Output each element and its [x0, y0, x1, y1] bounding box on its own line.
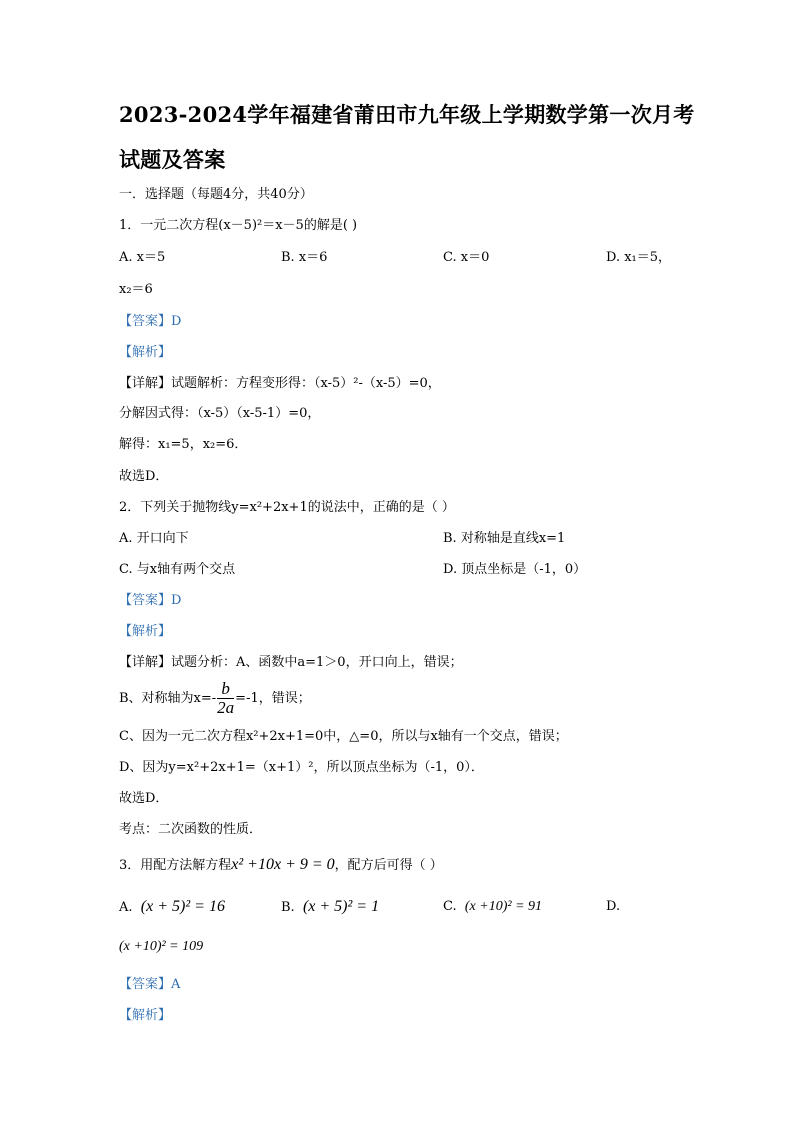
- q3-option-c: [443, 898, 542, 916]
- q2-detail-2-prefix: B、对称轴为x=-: [119, 691, 217, 706]
- q1-detail-2: 分解因式得：（x-5）（x-5-1）=0，: [119, 406, 321, 421]
- q3-option-b: [281, 898, 379, 917]
- q1-option-b: B. x＝6: [281, 250, 328, 265]
- q2-detail-5: 故选D．: [119, 791, 169, 806]
- q3-stem-prefix: 3．用配方法解方程: [119, 858, 232, 873]
- q1-detail-1: 【详解】试题解析：方程变形得：（x-5）²-（x-5）=0，: [119, 376, 441, 391]
- q2-option-b: B. 对称轴是直线x=1: [443, 531, 566, 546]
- q3-option-b-label: B.: [281, 900, 295, 915]
- fraction-numerator: b: [217, 680, 234, 699]
- q2-answer: 【答案】D: [119, 593, 182, 608]
- q1-answer: 【答案】D: [119, 314, 182, 329]
- q2-option-a: A. 开口向下: [119, 531, 189, 546]
- q3-option-d-formula: (x +10)² = 109: [119, 939, 204, 954]
- section-heading: 一．选择题（每题4分，共40分）: [119, 187, 313, 202]
- fraction-b-over-2a: [217, 680, 234, 717]
- q2-detail-2-suffix: =-1，错误；: [235, 691, 311, 706]
- q3-stem-suffix: ，配方后可得（ ）: [334, 858, 443, 873]
- q3-option-a: [119, 898, 225, 917]
- q3-answer: 【答案】A: [119, 977, 181, 992]
- q2-detail-6: 考点：二次函数的性质．: [119, 822, 263, 837]
- q3-option-a-label: A.: [119, 900, 133, 915]
- q1-detail-4: 故选D．: [119, 469, 169, 484]
- q2-option-c: C. 与x轴有两个交点: [119, 562, 236, 577]
- q2-detail-3: C、因为一元二次方程x²+2x+1=0中，△=0，所以与x轴有一个交点，错误；: [119, 729, 568, 744]
- document-title-line1: 2023-2024学年福建省莆田市九年级上学期数学第一次月考: [119, 102, 695, 127]
- q1-option-d-cont: x₂＝6: [119, 282, 153, 297]
- q1-option-a: A. x＝5: [119, 250, 166, 265]
- q1-analysis: 【解析】: [119, 345, 172, 360]
- q1-detail-3: 解得：x₁=5，x₂=6．: [119, 437, 248, 452]
- q2-detail-1: 【详解】试题分析：A、函数中a=1＞0，开口向上，错误；: [119, 655, 463, 670]
- document-title-line2: 试题及答案: [119, 147, 226, 172]
- q3-option-b-formula: (x + 5)² = 1: [302, 898, 380, 915]
- q3-option-d-formula-line: [119, 938, 203, 956]
- q2-option-d: D. 顶点坐标是（-1，0）: [443, 562, 587, 577]
- q3-stem: [119, 856, 443, 875]
- q2-stem: 2．下列关于抛物线y=x²+2x+1的说法中，正确的是（ ）: [119, 500, 455, 515]
- q3-analysis: 【解析】: [119, 1008, 172, 1023]
- q2-analysis: 【解析】: [119, 624, 172, 639]
- q2-detail-2: [119, 680, 311, 718]
- q3-option-c-formula: (x +10)² = 91: [464, 899, 543, 914]
- q1-option-c: C. x＝0: [443, 250, 490, 265]
- q3-option-c-label: C.: [443, 899, 457, 914]
- fraction-denominator: 2a: [217, 698, 235, 717]
- q2-detail-4: D、因为y=x²+2x+1=（x+1）²，所以顶点坐标为（-1，0）．: [119, 760, 484, 775]
- q3-option-a-formula: (x + 5)² = 16: [140, 898, 225, 915]
- q1-stem: 1．一元二次方程(x－5)²＝x－5的解是( ): [119, 218, 358, 233]
- q3-equation: x² +10x + 9 = 0: [231, 856, 335, 873]
- q3-option-d-label: D.: [606, 899, 621, 914]
- q1-option-d: D. x₁＝5，: [606, 250, 672, 265]
